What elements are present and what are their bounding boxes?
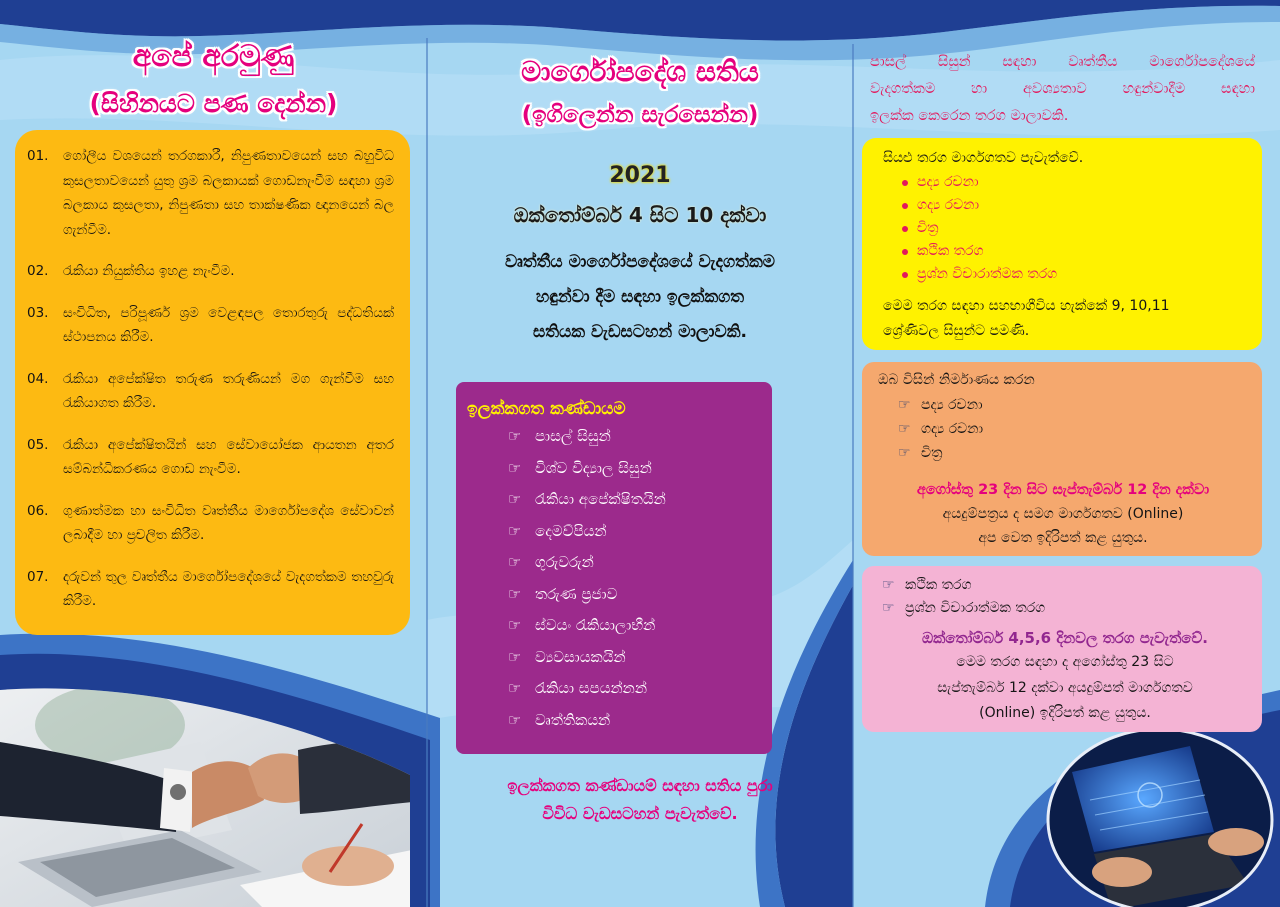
aim-number: 01. [27,148,49,164]
target-group-heading: ඉලක්කගත කණ්ඩායම [467,399,626,419]
competition-list [878,393,1248,465]
aim-item [27,433,394,482]
list-item [902,194,1244,217]
submission-dates: අගෝස්තු 23 දින සිට සැප්තැම්බර් 12 දින දක්වා [916,482,1210,498]
aim-text: රැකියා අපේක්ෂිතයින් සහ සේවායෝජක ආයතන අතර සම්බන්ධිකරණය ගොඩ නැංවීම. [63,436,394,477]
competition-label: කථික තරග [905,577,972,593]
competition-label: ප්‍රශ්න විචාරාත්මක තරග [905,600,1046,616]
target-group-label: පාසල් සිසුන් [535,427,611,445]
pointing-hand-icon [882,574,905,597]
target-group-label: රැකියා අපේක්ෂිතයින් [535,490,666,508]
competition-label: චිත්‍ර [921,445,943,461]
aim-number: 02. [27,263,49,279]
target-group-label: රැකියා සපයන්නන් [535,679,648,697]
online-heading: සියළු තරග මාර්ගගතව පැවැත්වේ. [883,150,1084,166]
list-item [898,441,1248,465]
competition-label: කථික තරග [917,243,984,259]
pointing-hand-icon [508,547,535,579]
aim-text: දරුවන් තුල වෘත්තීය මාර්ගෝපදේශයේ වැදගත්කම තහවුරු කිරීම. [63,568,394,609]
instruction-line: මෙම තරග සඳහා ද අගෝස්තු 23 සිට [956,654,1174,670]
aim-text: ගුණාත්මක හා සංවිධිත වෘත්තීය මාර්ගෝපදේශ සේවාවන් ලබාදීම හා ප්‍රචලිත කිරීම. [63,502,394,543]
list-item [902,240,1244,263]
pointing-hand-icon [898,417,921,441]
list-item [508,547,772,579]
intro-line: පාසල් සිසුන් සඳහා වෘත්තීය මාර්ගෝපදේශයේ [870,54,1255,70]
instruction-line: (Online) ඉදිරිපත් කළ යුතුය. [979,705,1151,721]
list-item [882,597,1248,620]
list-item [508,642,772,674]
pointing-hand-icon [508,579,535,611]
note-line: ශ්‍රේණිවල සිසුන්ට පමණි. [883,323,1030,339]
target-group-box [456,382,772,754]
aim-item [27,144,394,242]
target-group-label: ව්‍යවසායකයින් [535,647,626,666]
list-item [898,393,1248,417]
intro-line: වෘත්තීය මාර්ගෝපදේශයේ වැදගත්කම [505,252,775,272]
intro-line: හඳුන්වා දීම සඳහා ඉලක්කගත [535,287,745,307]
aim-item [27,367,394,416]
target-group-label: ගුරුවරුන් [535,553,594,571]
competition-label: චිත්‍ර [917,220,939,236]
list-item [898,417,1248,441]
aim-text: රැකියා නියුක්තිය ඉහළ නැංවීම. [63,263,235,279]
aim-number: 05. [27,436,49,453]
aims-title: අපේ අරමුණු [132,39,295,74]
pointing-hand-icon [508,673,535,705]
aim-number: 06. [27,502,49,519]
week-intro [440,245,840,350]
eligibility-note [883,294,1244,344]
aim-item [27,565,394,614]
competition-label: පද්‍ය රචනා [917,174,979,190]
list-item [508,579,772,611]
footer-line: විවිධ වැඩසටහන් පැවැත්වේ. [542,804,738,823]
list-item [508,705,772,737]
aim-number: 07. [27,568,49,585]
bullet-dot-icon [902,203,908,209]
creative-competitions-box [862,362,1262,556]
competition-label: ගද්‍ය රචනා [917,197,980,213]
target-group-label: ස්වයං රැකියාලාභීන් [535,616,656,634]
pointing-hand-icon [508,516,535,548]
instruction-line: අප වෙත ඉදිරිපත් කළ යුතුය. [978,530,1148,546]
intro-line: ඉලක්ක කෙරෙන තරග මාලාවකි. [870,108,1069,124]
intro-line: සතියක වැඩසටහන් මාලාවකි. [533,322,747,342]
bullet-dot-icon [902,180,908,186]
target-group-list [467,421,772,736]
target-group-label: දෙමව්පියන් [535,521,607,540]
competition-label: ප්‍රශ්න විචාරාත්මක තරග [917,266,1058,282]
list-item [508,516,772,548]
note-line: මෙම තරග සඳහා සහභාගීවිය හැක්කේ 9, 10,11 [883,298,1170,314]
aim-number: 03. [27,304,49,321]
competition-label: පද්‍ය රචනා [921,397,983,413]
list-item [508,673,772,705]
aim-text: රැකියා අපේක්ෂිත තරුණ තරුණියන් මග ගැන්වීම සහ රැකියාගත කිරීම. [63,370,394,411]
footer-line: ඉලක්කගත කණ්ඩායම් සඳහා සතිය පුරා [507,776,773,795]
aim-text: ගෝලීය වශයෙන් තරගකාරී, නිපුණතාවයෙන් සහ බහුවිධ කුසලතාවයෙන් යුතු ශ්‍රම බලකායක් ගොඩනැංවීම සඳහා ශ්‍රම බලකාය කුසලතා, නිපුණතා සහ තාක්ෂණික ඥානයෙන් බල ගැන්වීම. [63,148,394,238]
week-year: 2021 [609,163,671,188]
competition-label: ගද්‍ය රචනා [921,421,984,437]
pointing-hand-icon [508,421,535,453]
bullet-dot-icon [902,249,908,255]
pointing-hand-icon [508,705,535,737]
competition-intro [870,49,1255,130]
aim-number: 04. [27,370,49,387]
target-group-label: විශ්ව විද්‍යාල සිසුන් [535,458,652,477]
aim-item [27,499,394,548]
pointing-hand-icon [882,597,905,620]
week-title: මාර්ගෝපදේශ සතිය [521,55,759,88]
pointing-hand-icon [508,610,535,642]
aim-item [27,301,394,350]
competition-dates: ඔක්තෝම්බර් 4,5,6 දිනවල තරග පැවැත්වේ. [921,629,1209,647]
target-group-label: වෘත්තිකයන් [535,710,611,729]
aims-subtitle: (සිහිනයට පණ දෙන්න) [89,89,338,118]
list-item [508,610,772,642]
oral-competitions-box [862,566,1262,732]
competition-list [883,171,1244,286]
list-item [902,171,1244,194]
creative-heading: ඔබ විසින් නිර්මාණය කරන [878,372,1035,388]
pointing-hand-icon [898,393,921,417]
target-group-label: තරුණ ප්‍රජාව [535,584,618,603]
pointing-hand-icon [508,453,535,485]
list-item [508,453,772,485]
pointing-hand-icon [898,441,921,465]
list-item [882,574,1248,597]
instruction-line: සැප්තැම්බර් 12 දක්වා අයදුම්පත් මාර්ගගතව [937,679,1193,696]
list-item [508,421,772,453]
bullet-dot-icon [902,272,908,278]
aim-text: සංවිධිත, පරිපූර්ණ ශ්‍රම වෙළඳපල තොරතුරු පද්ධතියක් ස්ථාපනය කිරීම. [63,304,394,345]
instruction-line: අයදුම්පත්‍රය ද සමග මාර්ගගතව (Online) [942,506,1184,522]
intro-line: වැදගත්කම හා අවශ්‍යතාව හඳුන්වාදීම සඳහා [870,81,1255,97]
online-competitions-box [862,138,1262,350]
bullet-dot-icon [902,226,908,232]
aims-box [15,130,410,635]
list-item [508,484,772,516]
list-item [902,217,1244,240]
week-dates: ඔක්තෝම්බර් 4 සිට 10 දක්වා [513,203,767,227]
week-footer [427,772,853,828]
pointing-hand-icon [508,642,535,674]
list-item [902,263,1244,286]
week-subtitle: (ඉගිලෙන්න සැරසෙන්න) [521,102,759,128]
aim-item [27,259,394,284]
pointing-hand-icon [508,484,535,516]
competition-list [882,574,1248,620]
